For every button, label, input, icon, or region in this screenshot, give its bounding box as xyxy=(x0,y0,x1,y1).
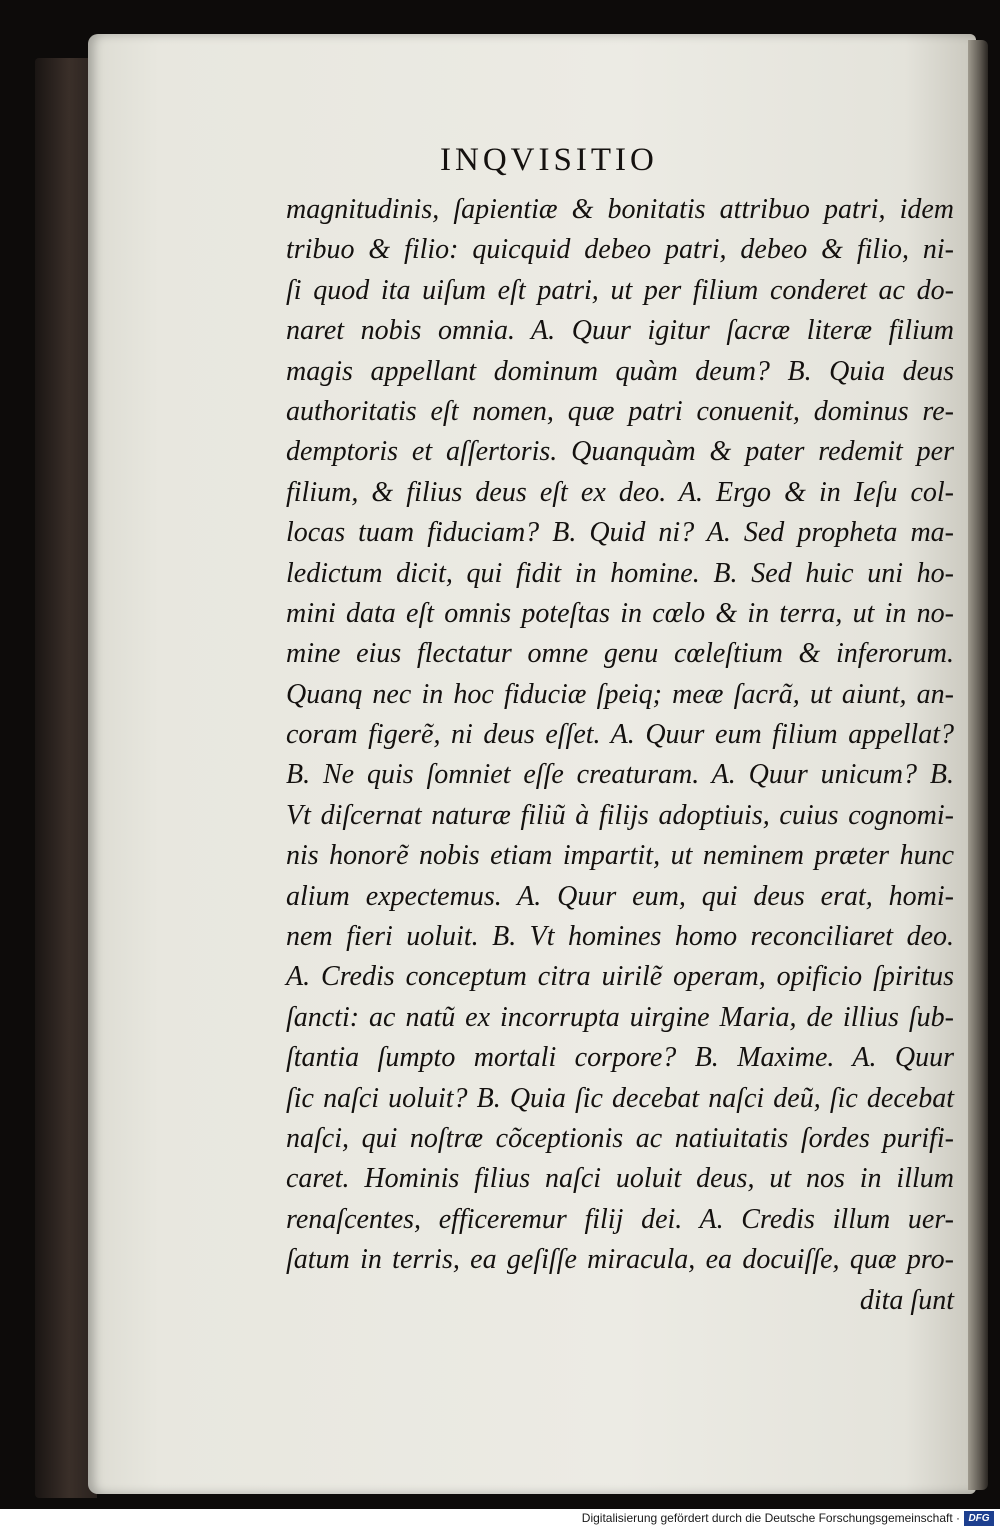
text-line: magis appellant dominum quàm deum? B. Quia deus xyxy=(286,355,954,387)
catchword: dita ſunt xyxy=(859,1284,954,1316)
text-line: mine eius flectatur omne genu cœleſtium & inferorum. xyxy=(286,638,954,670)
text-line: nis honorẽ nobis etiam impartit, ut neminem præter hunc xyxy=(286,840,954,872)
text-line: ledictum dicit, qui fidit in homine. B. Sed huic uni ho- xyxy=(286,557,954,589)
funding-notice: Digitalisierung gefördert durch die Deutsche Forschungsgemeinschaft · xyxy=(581,1511,960,1525)
text-line: ſtantia ſumpto mortali corpore? B. Maxime. A. Quur xyxy=(286,1042,954,1074)
running-head: INQVISITIO xyxy=(440,142,658,178)
text-line: ſancti: ac natũ ex incorrupta uirgine Maria, de illius ſub- xyxy=(286,1001,954,1033)
dfg-logo: DFG xyxy=(964,1511,994,1526)
text-line: mini data eſt omnis poteſtas in cœlo & in terra, ut in no- xyxy=(286,597,954,629)
text-line: coram figerẽ, ni deus eſſet. A. Quur eum filium appellat? xyxy=(286,719,954,751)
text-line: filium, & filius deus eſt ex deo. A. Ergo & in Ieſu col- xyxy=(286,476,954,508)
text-line: naſci, qui noſtræ cõceptionis ac natiuitatis ſordes purifi- xyxy=(286,1122,954,1154)
text-line: ſic naſci uoluit? B. Quia ſic decebat naſci deũ, ſic decebat xyxy=(286,1082,954,1114)
page-body-text xyxy=(286,190,954,1321)
text-line: alium expectemus. A. Quur eum, qui deus erat, homi- xyxy=(286,880,954,912)
page-edge xyxy=(968,40,988,1490)
text-line: Quanq nec in hoc fiduciæ ſpeiq; meæ ſacrã, ut aiunt, an- xyxy=(286,678,954,710)
text-line: Vt diſcernat naturæ filiũ à filijs adoptiuis, cuius cognomi- xyxy=(286,799,954,831)
text-line: nem fieri uoluit. B. Vt homines homo reconciliaret deo. xyxy=(286,921,954,953)
text-line: A. Credis conceptum citra uirilẽ operam, opificio ſpiritus xyxy=(286,961,954,993)
text-line: ſatum in terris, ea geſiſſe miracula, ea docuiſſe, quæ pro- xyxy=(286,1244,954,1276)
funding-footer xyxy=(0,1509,1000,1529)
text-line: tribuo & filio: quicquid debeo patri, debeo & filio, ni- xyxy=(286,234,954,266)
text-line: magnitudinis, ſapientiæ & bonitatis attribuo patri, idem xyxy=(286,194,954,225)
text-line: authoritatis eſt nomen, quæ patri conuenit, dominus re- xyxy=(286,395,954,427)
text-line: demptoris et aſſertoris. Quanquàm & pater redemit per xyxy=(286,436,954,468)
text-line: locas tuam fiduciam? B. Quid ni? A. Sed propheta ma- xyxy=(286,517,954,549)
text-line: caret. Hominis filius naſci uoluit deus, ut nos in illum xyxy=(286,1163,954,1195)
text-line: renaſcentes, efficeremur filij dei. A. Credis illum uer- xyxy=(286,1203,954,1235)
text-line: B. Ne quis ſomniet eſſe creaturam. A. Quur unicum? B. xyxy=(286,759,954,791)
text-line: naret nobis omnia. A. Quur igitur ſacræ literæ filium xyxy=(286,315,954,347)
text-line: ſi quod ita uiſum eſt patri, ut per filium conderet ac do- xyxy=(286,274,954,306)
